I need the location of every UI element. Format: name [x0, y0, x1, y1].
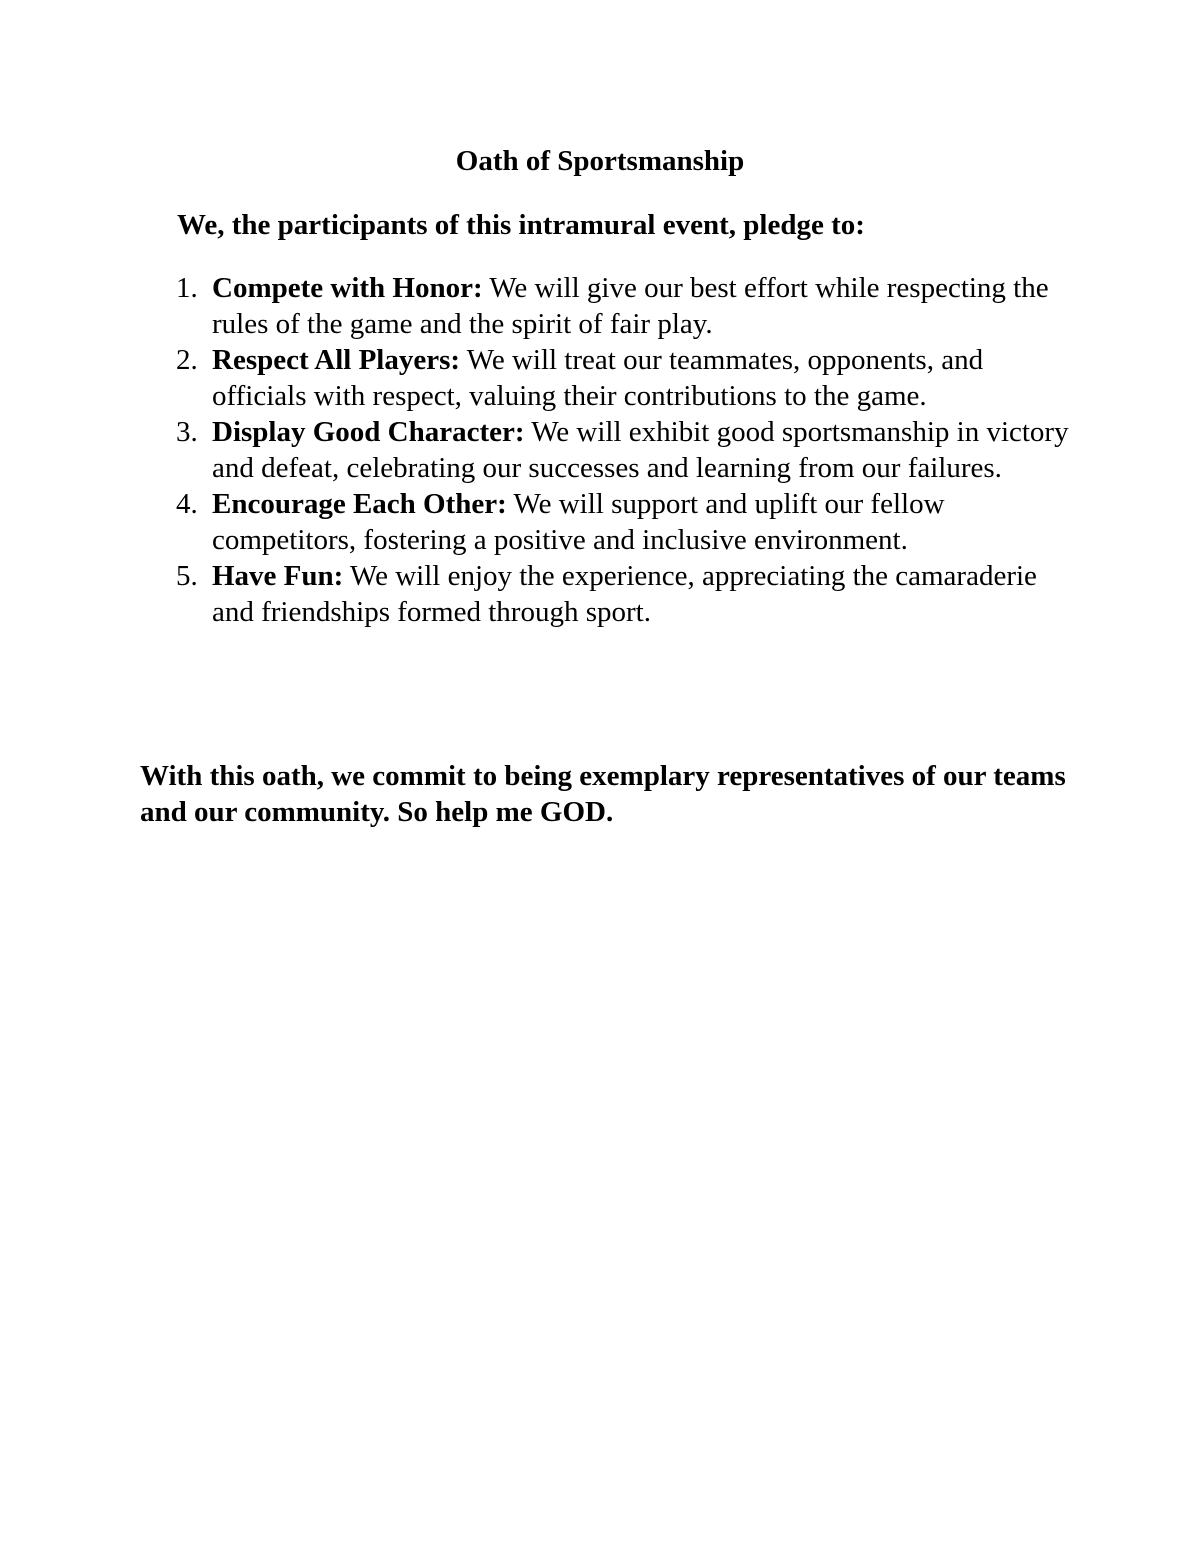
- document-title: Oath of Sportsmanship: [455, 145, 745, 177]
- item-text: We will give our best effort while respecting the rules of the game and the spirit of fair play.: [212, 272, 1049, 340]
- oath-item: [172, 414, 1072, 486]
- oath-list: [172, 270, 1072, 630]
- item-heading: Display Good Character:: [212, 416, 525, 448]
- item-number: 1.: [176, 272, 198, 304]
- item-text: We will enjoy the experience, appreciating the camaraderie and friendships formed through sport.: [212, 560, 1037, 628]
- item-text: We will support and uplift our fellow competitors, fostering a positive and inclusive environment.: [212, 488, 945, 556]
- oath-item: [172, 558, 1072, 630]
- item-number: 3.: [176, 416, 198, 448]
- item-heading: Encourage Each Other:: [212, 488, 507, 520]
- oath-item: [172, 270, 1072, 342]
- item-number: 4.: [176, 488, 198, 520]
- item-text: We will exhibit good sportsmanship in victory and defeat, celebrating our successes and learning from our failures.: [212, 416, 1069, 484]
- item-text: We will treat our teammates, opponents, and officials with respect, valuing their contributions to the game.: [212, 344, 984, 412]
- item-heading: Compete with Honor:: [212, 272, 483, 304]
- item-heading: Respect All Players:: [212, 344, 461, 376]
- pledge-intro: We, the participants of this intramural event, pledge to:: [177, 209, 865, 241]
- item-number: 2.: [176, 344, 198, 376]
- item-number: 5.: [176, 560, 198, 592]
- closing-statement: With this oath, we commit to being exemplary representatives of our teams and our community. So help me GOD.: [140, 760, 1066, 828]
- oath-item: [172, 342, 1072, 414]
- oath-item: [172, 486, 1072, 558]
- item-heading: Have Fun:: [212, 560, 344, 592]
